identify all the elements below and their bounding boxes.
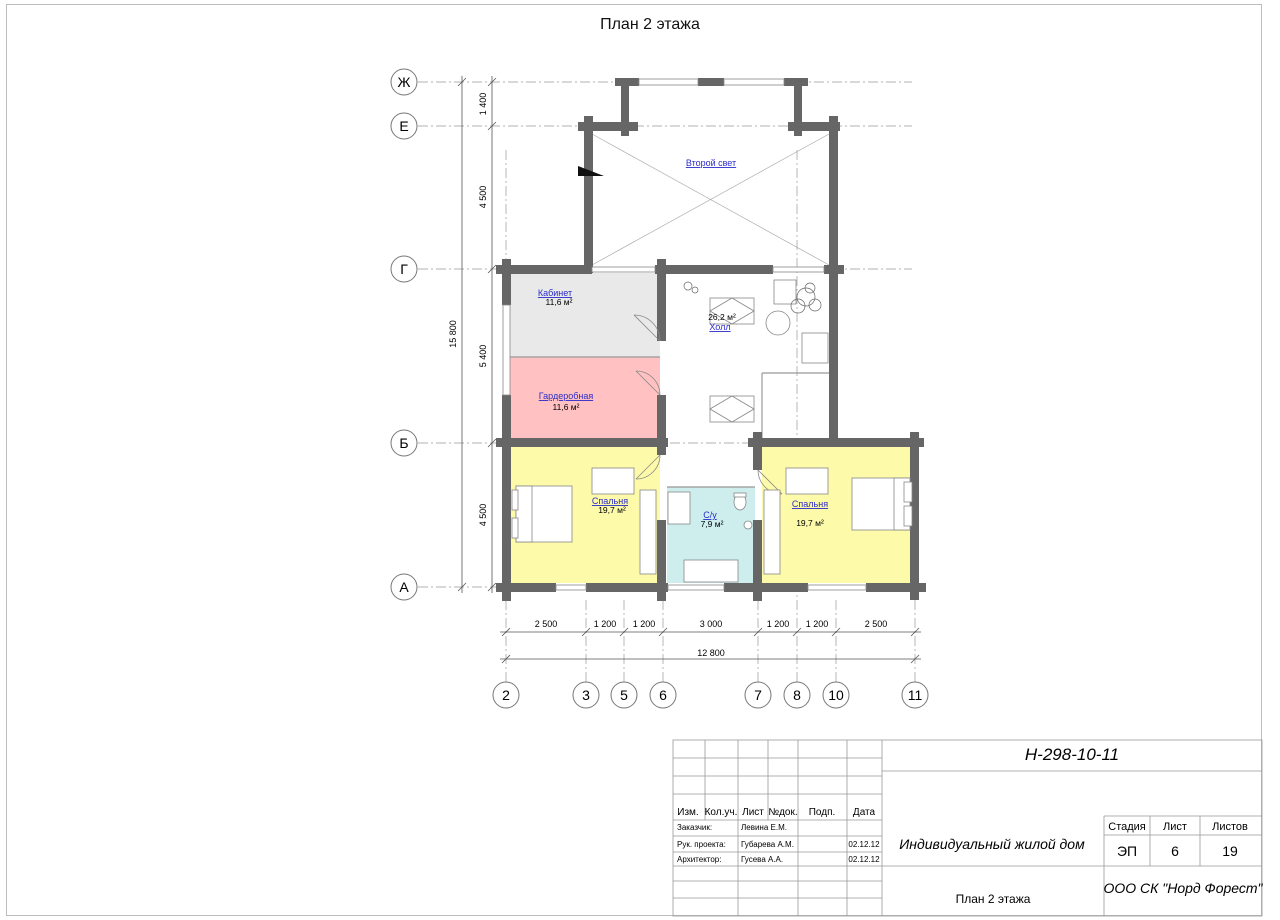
- room-name-cabinet: Кабинет: [537, 288, 573, 298]
- room-area-wardrobe: 11,6 м²: [552, 402, 580, 412]
- stamp-company: ООО СК "Норд Форест": [1103, 880, 1263, 896]
- stamp-drawing-name: План 2 этажа: [955, 892, 1031, 906]
- title-block: [677, 745, 1264, 906]
- stamp-sheet-label: Лист: [1163, 821, 1187, 833]
- stamp-date-pm: 02.12.12: [848, 840, 880, 849]
- dim-left-3: 5 400: [478, 344, 488, 368]
- axis-label-11: 11: [907, 687, 923, 703]
- room-area-bedroom-right: 19,7 м²: [796, 518, 824, 528]
- column-axis-markers: [493, 682, 928, 708]
- axis-label-zh: Ж: [397, 74, 411, 90]
- axis-label-e: Е: [399, 118, 409, 134]
- axis-label-8: 8: [793, 687, 801, 703]
- dim-left-overall: 15 800: [448, 320, 458, 348]
- room-name-wardrobe: Гардеробная: [538, 391, 594, 401]
- axis-label-2: 2: [502, 687, 510, 703]
- stamp-date-architect: 02.12.12: [848, 855, 880, 864]
- dim-bottom-4: 3 000: [699, 619, 723, 629]
- room-name-second-light: Второй свет: [685, 158, 737, 168]
- stamp-role-customer: Заказчик:: [677, 823, 713, 832]
- dim-bottom-5: 1 200: [766, 619, 790, 629]
- stamp-stage-label: Стадия: [1108, 821, 1146, 833]
- axis-lines: [418, 82, 915, 683]
- dim-bottom-overall: 12 800: [697, 648, 725, 658]
- axis-label-g: Г: [400, 261, 408, 277]
- axis-label-5: 5: [620, 687, 628, 703]
- stamp-role-architect: Архитектор:: [677, 855, 722, 864]
- stamp-name-architect: Гусева А.А.: [741, 855, 784, 864]
- room-name-bathroom: С/у: [703, 510, 717, 520]
- stamp-name-pm: Губарева А.М.: [741, 840, 794, 849]
- stamp-sheets-label: Листов: [1212, 821, 1248, 833]
- axis-label-7: 7: [754, 687, 762, 703]
- axis-label-10: 10: [828, 687, 844, 703]
- room-area-hall: 26,2 м²: [708, 312, 736, 322]
- dim-left-4: 4 500: [478, 503, 488, 527]
- room-name-bedroom-left: Спальня: [591, 496, 629, 506]
- dim-bottom-1: 2 500: [534, 619, 558, 629]
- stamp-name-customer: Левина Е.М.: [741, 823, 787, 832]
- room-name-hall: Холл: [709, 322, 731, 332]
- room-area-cabinet: 11,6 м²: [545, 297, 573, 307]
- room-area-bedroom-left: 19,7 м²: [598, 505, 626, 515]
- stamp-stage-value: ЭП: [1116, 843, 1138, 859]
- left-dimension-lines: [458, 76, 496, 593]
- dim-left-1: 1 400: [478, 92, 488, 116]
- row-axis-markers: [391, 69, 417, 600]
- stamp-header-ndok: №док.: [768, 807, 798, 818]
- dim-bottom-6: 1 200: [805, 619, 829, 629]
- stamp-header-izm: Изм.: [677, 807, 699, 818]
- stamp-header-list: Лист: [742, 807, 764, 818]
- stamp-header-podp: Подп.: [808, 807, 836, 818]
- room-name-bedroom-right: Спальня: [791, 499, 829, 509]
- axis-label-3: 3: [582, 687, 590, 703]
- dim-bottom-7: 2 500: [864, 619, 888, 629]
- dim-bottom-2: 1 200: [593, 619, 617, 629]
- plan-title: План 2 этажа: [600, 16, 700, 33]
- axis-label-6: 6: [659, 687, 667, 703]
- axis-label-b: Б: [399, 435, 409, 451]
- stamp-sheet-value: 6: [1171, 843, 1179, 859]
- stamp-project-name: Индивидуальный жилой дом: [899, 836, 1085, 852]
- second-light-cross: [592, 134, 829, 265]
- stamp-sheets-value: 19: [1222, 843, 1238, 859]
- stamp-header-date: Дата: [852, 807, 876, 818]
- stamp-role-pm: Рук. проекта:: [677, 840, 726, 849]
- stamp-code: Н-298-10-11: [1024, 745, 1120, 764]
- dim-left-2: 4 500: [478, 185, 488, 209]
- axis-label-a: А: [399, 579, 409, 595]
- stamp-header-kolych: Кол.уч.: [704, 807, 738, 818]
- room-area-bathroom: 7,9 м²: [700, 519, 724, 529]
- dim-bottom-3: 1 200: [632, 619, 656, 629]
